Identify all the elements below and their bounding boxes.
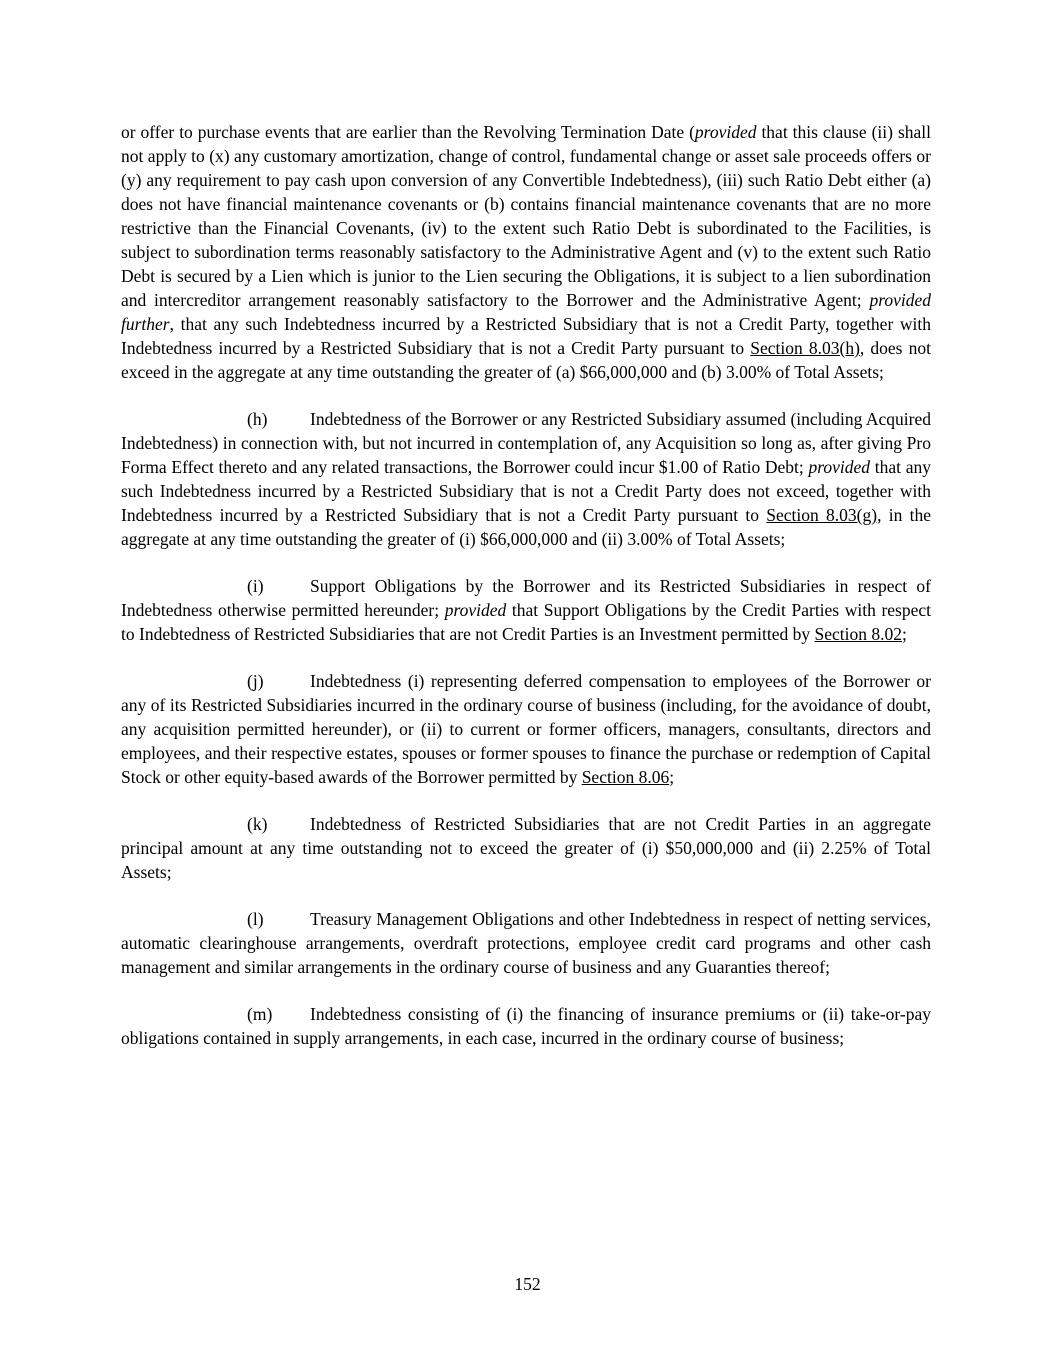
paragraph-label: (l)	[247, 909, 264, 929]
paragraph-label: (h)	[247, 409, 268, 429]
paragraph-label: (j)	[247, 671, 264, 691]
page-number: 152	[514, 1274, 541, 1294]
paragraph	[121, 407, 931, 551]
text-run: , in the aggregate at any time outstanding the greater of (i) $66,000,000 and (ii) 3.00% of Total Assets;	[121, 505, 931, 549]
text-run: ;	[902, 624, 907, 644]
text-run: Indebtedness of the Borrower or any Restricted Subsidiary assumed (including Acquired Indebtedness) in connection with, but not incurred in contemplation of, any Acquisition so long as, after giving Pro Forma Effect thereto and any related transactions, the Borrower could incur $1.00 of Ratio Debt;	[121, 409, 931, 477]
paragraph	[121, 1002, 931, 1050]
text-run: Indebtedness consisting of (i) the financing of insurance premiums or (ii) take-or-pay obligations contained in supply arrangements, in each case, incurred in the ordinary course of business;	[121, 1004, 931, 1048]
text-run: that Support Obligations by the Credit Parties with respect to Indebtedness of Restricted Subsidiaries that are not Credit Parties is an Investment permitted by	[121, 600, 931, 644]
text-run: , that any such Indebtedness incurred by a Restricted Subsidiary that is not a Credit Party, together with Indebtedness incurred by a Restricted Subsidiary that is not a Credit Party pursuant to	[121, 314, 931, 358]
paragraph	[121, 669, 931, 789]
paragraph-label: (k)	[247, 814, 268, 834]
paragraph	[121, 120, 931, 384]
paragraph	[121, 812, 931, 884]
section-reference: Section 8.03(h)	[750, 338, 860, 358]
document-body	[121, 120, 931, 1073]
text-run: Support Obligations by the Borrower and its Restricted Subsidiaries in respect of Indebtedness otherwise permitted hereunder;	[121, 576, 931, 620]
text-run: Indebtedness of Restricted Subsidiaries that are not Credit Parties in an aggregate principal amount at any time outstanding not to exceed the greater of (i) $50,000,000 and (ii) 2.25% of Total Assets;	[121, 814, 931, 882]
text-run: that any such Indebtedness incurred by a Restricted Subsidiary that is not a Credit Party does not exceed, together with Indebtedness incurred by a Restricted Subsidiary that is not a Credit Party pursuant to	[121, 457, 931, 525]
text-run: provided	[444, 600, 507, 620]
text-run: or offer to purchase events that are earlier than the Revolving Termination Date (	[121, 122, 695, 142]
text-run: Treasury Management Obligations and other Indebtedness in respect of netting services, automatic clearinghouse arrangements, overdraft protections, employee credit card programs and other cash management and similar arrangements in the ordinary course of business and any Guaranties thereof;	[121, 909, 931, 977]
text-run: provided	[808, 457, 871, 477]
paragraph	[121, 574, 931, 646]
text-run: provided further	[121, 290, 931, 334]
text-run: , does not exceed in the aggregate at any time outstanding the greater of (a) $66,000,000 and (b) 3.00% of Total Assets;	[121, 338, 931, 382]
section-reference: Section 8.03(g)	[766, 505, 878, 525]
section-reference: Section 8.02	[814, 624, 903, 644]
text-run: ;	[669, 767, 675, 787]
paragraph-label: (m)	[247, 1004, 273, 1024]
text-run: provided	[694, 122, 757, 142]
text-run: Indebtedness (i) representing deferred compensation to employees of the Borrower or any of its Restricted Subsidiaries incurred in the ordinary course of business (including, for the avoidance of doubt, any acquisition permitted hereunder), or (ii) to current or former officers, managers, consultants, directors and employees, and their respective estates, spouses or former spouses to finance the purchase or redemption of Capital Stock or other equity-based awards of the Borrower permitted by	[121, 671, 931, 787]
section-reference: Section 8.06	[581, 767, 670, 787]
paragraph-label: (i)	[247, 576, 264, 596]
text-run: that this clause (ii) shall not apply to (x) any customary amortization, change of control, fundamental change or asset sale proceeds offers or (y) any requirement to pay cash upon conversion of any Convertible Indebtedness), (iii) such Ratio Debt either (a) does not have financial maintenance covenants or (b) contains financial maintenance covenants that are no more restrictive than the Financial Covenants, (iv) to the extent such Ratio Debt is subordinated to the Facilities, is subject to subordination terms reasonably satisfactory to the Administrative Agent and (v) to the extent such Ratio Debt is secured by a Lien which is junior to the Lien securing the Obligations, it is subject to a lien subordination and intercreditor arrangement reasonably satisfactory to the Borrower and the Administrative Agent;	[121, 122, 931, 310]
paragraph	[121, 907, 931, 979]
